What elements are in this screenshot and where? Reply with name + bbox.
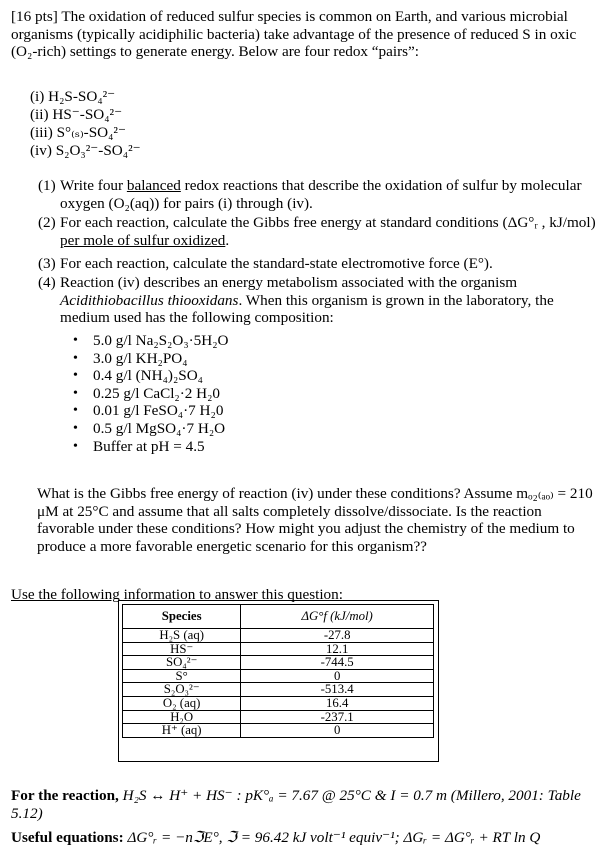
species-cell: O₂ (aq) <box>123 696 241 710</box>
pair-item: (i) H₂S-SO₄²⁻ <box>30 88 116 105</box>
table-row <box>123 642 434 656</box>
dg-cell: 0 <box>241 669 434 683</box>
species-cell: SO₄²⁻ <box>123 656 241 670</box>
question-paragraph: What is the Gibbs free energy of reaction (iv) under these conditions? Assume mₒ₂₍ₐₒ₎ = 210 μM at 25°C and assume that all salts completely dissolve/dissociate. Is the reaction favorable under these conditions? How might you adjust the chemistry of the medium to produce a more favorable energetic scenario for this organism?? <box>37 485 593 555</box>
table-row <box>123 683 434 697</box>
column-header-species: Species <box>123 605 241 629</box>
use-info-heading: Use the following information to answer this question: <box>11 586 343 603</box>
medium-item: • 0.25 g/l CaCl₂·2 H₂0 <box>93 385 229 403</box>
table-row <box>123 710 434 724</box>
medium-item: • Buffer at pH = 4.5 <box>93 438 229 456</box>
pair-item: (iv) S₂O₃²⁻-SO₄²⁻ <box>30 142 141 159</box>
reaction-info: For the reaction, H₂S ↔ H⁺ + HS⁻ : pK°ₐ = 7.67 @ 25°C & I = 0.7 m (Millero, 2001: Table 5.12) <box>11 787 581 822</box>
medium-item: • 3.0 g/l KH₂PO₄ <box>93 350 229 368</box>
redox-pairs-list <box>30 88 603 160</box>
dg-cell: 16.4 <box>241 696 434 710</box>
medium-item: • 5.0 g/l Na₂S₂O₃·5H₂O <box>93 332 229 350</box>
problem-intro: [16 pts] The oxidation of reduced sulfur species is common on Earth, and various microbial organisms (typically acidiphilic bacteria) take advantage of the presence of reduced S in oxic (O₂-rich) settings to generate energy. Below are four redox “pairs”: <box>11 8 577 61</box>
table-header-row <box>123 605 434 629</box>
table-row <box>123 656 434 670</box>
question-4: (4) Reaction (iv) describes an energy metabolism associated with the organism Acidithiobacillus thiooxidans. When this organism is grown in the laboratory, the medium used has the following composition: <box>38 274 554 327</box>
pair-item: (ii) HS⁻-SO₄²⁻ <box>30 106 123 123</box>
column-header-dg: ΔG°f (kJ/mol) <box>241 605 434 629</box>
table-row <box>123 629 434 643</box>
table-row <box>123 669 434 683</box>
medium-item: • 0.4 g/l (NH₄)₂SO₄ <box>93 367 229 385</box>
pair-item: (iii) S°₍ₛ₎-SO₄²⁻ <box>30 124 127 141</box>
species-cell: H₂S (aq) <box>123 629 241 643</box>
dg-cell: 0 <box>241 724 434 738</box>
medium-item: • 0.5 g/l MgSO₄·7 H₂O <box>93 420 229 438</box>
table-row <box>123 724 434 738</box>
dg-cell: -27.8 <box>241 629 434 643</box>
dg-cell: 12.1 <box>241 642 434 656</box>
gibbs-energy-table <box>122 604 434 738</box>
question-1: (1) Write four balanced redox reactions that describe the oxidation of sulfur by molecular oxygen (O₂(aq)) for pairs (i) through (iv). <box>38 177 582 212</box>
species-cell: H⁺ (aq) <box>123 724 241 738</box>
dg-cell: -513.4 <box>241 683 434 697</box>
question-3: (3) For each reaction, calculate the standard-state electromotive force (E°). <box>38 255 493 272</box>
dg-cell: -237.1 <box>241 710 434 724</box>
medium-item: • 0.01 g/l FeSO₄·7 H₂0 <box>93 402 229 420</box>
medium-composition-list <box>93 332 229 455</box>
dg-cell: -744.5 <box>241 656 434 670</box>
species-cell: HS⁻ <box>123 642 241 656</box>
species-cell: S° <box>123 669 241 683</box>
species-cell: H₂O <box>123 710 241 724</box>
question-2: (2) For each reaction, calculate the Gibbs free energy at standard conditions (ΔG°ᵣ , kJ/mol) per mole of sulfur oxidized. <box>38 214 596 249</box>
species-cell: S₂O₃²⁻ <box>123 683 241 697</box>
useful-equations: Useful equations: ΔG°ᵣ = −nℑE°, ℑ = 96.42 kJ volt⁻¹ equiv⁻¹; ΔGᵣ = ΔG°ᵣ + RT ln Q <box>11 829 541 846</box>
table-row <box>123 696 434 710</box>
